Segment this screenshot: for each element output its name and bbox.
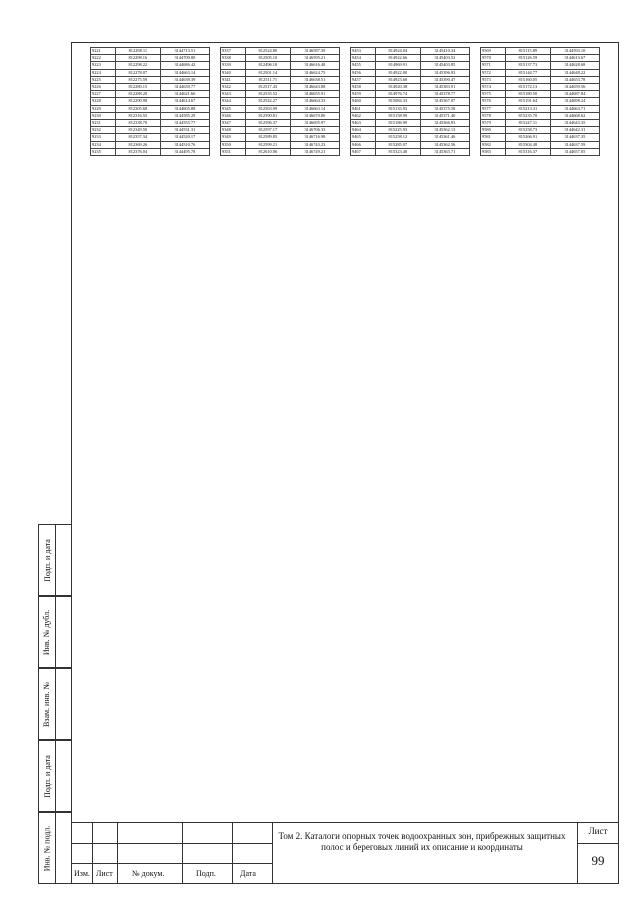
table-row [351, 148, 470, 155]
table-row [481, 62, 600, 69]
point-number: 9570 [481, 55, 506, 62]
table-row [221, 141, 340, 148]
coord-y: 3146587.39 [290, 48, 339, 55]
coord-y: 3145367.07 [420, 98, 469, 105]
coord-x: 812563.99 [246, 105, 291, 112]
coordinate-table-4 [480, 47, 600, 156]
coord-x: 815213.31 [506, 105, 551, 112]
coord-x: 812288.20 [116, 91, 161, 98]
coord-y: 3145362.13 [420, 127, 469, 134]
coord-x: 815225.93 [376, 127, 421, 134]
coord-y: 3145375.58 [420, 105, 469, 112]
table-row [91, 84, 210, 91]
coord-x: 812589.85 [246, 134, 291, 141]
coord-x: 812517.43 [246, 84, 291, 91]
point-number: 9231 [91, 120, 116, 127]
point-number: 9464 [351, 127, 376, 134]
coord-x: 814976.74 [376, 91, 421, 98]
point-number: 9459 [351, 91, 376, 98]
coord-x: 812597.17 [246, 127, 291, 134]
point-number: 9235 [91, 148, 116, 155]
point-number: 9337 [221, 48, 246, 55]
point-number: 9228 [91, 98, 116, 105]
table-row [351, 55, 470, 62]
table-row [221, 76, 340, 83]
coord-y: 3145361.46 [420, 134, 469, 141]
table-row [221, 105, 340, 112]
sheet-number: 99 [591, 853, 605, 868]
coord-y: 3145390.47 [420, 76, 469, 83]
strip-cell-inv-podl [38, 812, 71, 884]
stamp-podp: Подп. [196, 869, 216, 878]
coord-x: 815144.77 [506, 69, 551, 76]
coord-x: 815258.73 [506, 127, 551, 134]
coord-x: 815186.99 [376, 120, 421, 127]
coord-x: 815160.05 [506, 76, 551, 83]
coord-x: 812298.22 [116, 62, 161, 69]
coord-x: 815191.64 [506, 98, 551, 105]
coord-y: 3146749.21 [290, 148, 339, 155]
coord-y: 3144637.35 [550, 134, 599, 141]
coord-x: 812369.26 [116, 141, 161, 148]
stamp-list: Лист [96, 869, 113, 878]
table-row [481, 120, 600, 127]
strip-label: Взам. инв. № [42, 681, 52, 727]
point-number: 9460 [351, 98, 376, 105]
coordinate-tables [86, 47, 606, 803]
coord-y: 3144657.05 [550, 148, 599, 155]
point-number: 9575 [481, 91, 506, 98]
coord-y: 3146664.33 [290, 98, 339, 105]
stamp-data: Дата [240, 869, 256, 878]
table-row [351, 127, 470, 134]
coord-x: 815137.73 [506, 62, 551, 69]
coord-x: 812376.04 [116, 148, 161, 155]
coord-x: 815316.37 [506, 148, 551, 155]
table-row [221, 134, 340, 141]
table-row [91, 112, 210, 119]
point-number: 9342 [221, 84, 246, 91]
point-number: 9222 [91, 55, 116, 62]
point-number: 9463 [351, 120, 376, 127]
point-number: 9229 [91, 105, 116, 112]
coord-y: 3145362.56 [420, 141, 469, 148]
coord-y: 3146716.98 [290, 134, 339, 141]
coord-y: 3144510.76 [160, 141, 209, 148]
coord-x: 812599.21 [246, 141, 291, 148]
point-number: 9348 [221, 127, 246, 134]
coord-y: 3144637.59 [550, 141, 599, 148]
table-row [91, 48, 210, 55]
coord-x: 812524.80 [246, 48, 291, 55]
coord-y: 3146663.14 [290, 105, 339, 112]
table-row [481, 84, 600, 91]
point-number: 9462 [351, 112, 376, 119]
table-row [351, 76, 470, 83]
table-row [351, 69, 470, 76]
point-number: 9582 [481, 141, 506, 148]
coord-x: 814920.38 [376, 84, 421, 91]
table-row [481, 98, 600, 105]
coord-x: 815304.48 [506, 141, 551, 148]
coord-y: 3144663.71 [550, 105, 599, 112]
strip-cell-podp-data-2 [38, 740, 71, 812]
coord-y: 3146743.23 [290, 141, 339, 148]
point-number: 9457 [351, 76, 376, 83]
coord-x: 815115.89 [506, 48, 551, 55]
table-row [481, 148, 600, 155]
table-row [481, 105, 600, 112]
coord-y: 3144642.31 [550, 127, 599, 134]
strip-cell-inv-dubl [38, 596, 71, 668]
coord-y: 3144621.66 [160, 91, 209, 98]
coord-x: 815084.33 [376, 98, 421, 105]
point-number: 9349 [221, 134, 246, 141]
table-row [481, 76, 600, 83]
point-number: 9456 [351, 69, 376, 76]
table-row [481, 112, 600, 119]
point-number: 9225 [91, 76, 116, 83]
point-number: 9453 [351, 48, 376, 55]
point-number: 9454 [351, 55, 376, 62]
coord-y: 3144495.78 [160, 148, 209, 155]
point-number: 9577 [481, 105, 506, 112]
point-number: 9345 [221, 105, 246, 112]
coordinate-table-2 [220, 47, 340, 156]
coord-x: 812596.37 [246, 120, 291, 127]
coord-x: 814924.04 [376, 48, 421, 55]
point-number: 9234 [91, 141, 116, 148]
coord-y: 3144520.17 [160, 134, 209, 141]
sheet-label: Лист [588, 826, 608, 836]
table-row [221, 148, 340, 155]
table-row [351, 98, 470, 105]
coord-y: 3145403.85 [420, 62, 469, 69]
coord-x: 815247.11 [506, 120, 551, 127]
table-row [221, 48, 340, 55]
coord-x: 812610.06 [246, 148, 291, 155]
table-row [221, 91, 340, 98]
coord-y: 3144555.77 [160, 120, 209, 127]
table-row [91, 127, 210, 134]
table-row [481, 48, 600, 55]
coord-x: 812290.98 [116, 98, 161, 105]
table-row [91, 148, 210, 155]
table-row [221, 112, 340, 119]
table-row [351, 105, 470, 112]
coord-y: 3144605.88 [160, 105, 209, 112]
table-row [481, 134, 600, 141]
coord-x: 812280.15 [116, 84, 161, 91]
coord-y: 3146655.91 [290, 91, 339, 98]
point-number: 9581 [481, 134, 506, 141]
point-number: 9351 [221, 148, 246, 155]
point-number: 9583 [481, 148, 506, 155]
table-row [481, 141, 600, 148]
coord-x: 814922.00 [376, 69, 421, 76]
coord-x: 812505.10 [246, 55, 291, 62]
coord-y: 3144687.84 [550, 91, 599, 98]
coord-y: 3144639.77 [160, 84, 209, 91]
coord-x: 815158.99 [376, 112, 421, 119]
coord-y: 3145383.91 [420, 84, 469, 91]
coord-y: 3146695.97 [290, 120, 339, 127]
coord-x: 814923.60 [376, 76, 421, 83]
coord-y: 3144713.51 [160, 48, 209, 55]
coord-x: 812542.27 [246, 98, 291, 105]
point-number: 9221 [91, 48, 116, 55]
strip-cell-podp-data-1 [38, 524, 71, 596]
coord-x: 812316.55 [116, 112, 161, 119]
coord-x: 812590.81 [246, 112, 291, 119]
point-number: 9338 [221, 55, 246, 62]
coord-y: 3144648.22 [550, 69, 599, 76]
coord-x: 815135.93 [376, 105, 421, 112]
coord-y: 3144593.10 [550, 48, 599, 55]
table-row [221, 120, 340, 127]
coord-x: 812305.68 [116, 105, 161, 112]
table-row [221, 98, 340, 105]
coord-x: 815235.70 [506, 112, 551, 119]
coord-y: 3144663.14 [160, 69, 209, 76]
coord-y: 3145410.34 [420, 48, 469, 55]
coord-x: 814969.91 [376, 62, 421, 69]
coord-x: 812338.70 [116, 120, 161, 127]
table-row [91, 69, 210, 76]
strip-label: Подп. и дата [42, 754, 52, 798]
coord-y: 3146624.75 [290, 69, 339, 76]
coord-y: 3144585.29 [160, 112, 209, 119]
point-number: 9232 [91, 127, 116, 134]
point-number: 9226 [91, 84, 116, 91]
point-number: 9465 [351, 134, 376, 141]
coord-x: 815266.91 [506, 134, 551, 141]
strip-label: Инв. № дубл. [42, 609, 52, 655]
table-row [351, 141, 470, 148]
point-number: 9350 [221, 141, 246, 148]
point-number: 9569 [481, 48, 506, 55]
coord-x: 812278.07 [116, 69, 161, 76]
coord-y: 3144628.68 [550, 62, 599, 69]
table-row [351, 48, 470, 55]
table-row [91, 105, 210, 112]
point-number: 9233 [91, 134, 116, 141]
point-number: 9467 [351, 148, 376, 155]
table-row [481, 55, 600, 62]
table-row [91, 55, 210, 62]
coord-x: 812275.59 [116, 76, 161, 83]
coord-x: 814922.66 [376, 55, 421, 62]
page-frame [71, 42, 619, 884]
coord-y: 3145363.71 [420, 148, 469, 155]
coord-x: 815172.13 [506, 84, 551, 91]
point-number: 9461 [351, 105, 376, 112]
point-number: 9346 [221, 112, 246, 119]
point-number: 9466 [351, 141, 376, 148]
coord-x: 812298.16 [116, 55, 161, 62]
table-row [91, 141, 210, 148]
stamp-nomer-dokum: № докум. [132, 869, 165, 878]
strip-label: Инв. № подл. [42, 825, 52, 871]
coord-y: 3144614.67 [160, 98, 209, 105]
coordinate-table-3 [350, 47, 470, 156]
strip-label: Подп. и дата [42, 538, 52, 582]
point-number: 9580 [481, 127, 506, 134]
point-number: 9579 [481, 120, 506, 127]
table-row [481, 127, 600, 134]
point-number: 9458 [351, 84, 376, 91]
table-row [91, 62, 210, 69]
point-number: 9574 [481, 84, 506, 91]
coord-x: 815258.12 [376, 134, 421, 141]
coord-y: 3144659.56 [550, 84, 599, 91]
point-number: 9347 [221, 120, 246, 127]
coord-y: 3144613.67 [550, 55, 599, 62]
point-number: 9455 [351, 62, 376, 69]
table-row [221, 55, 340, 62]
coord-x: 812501.14 [246, 69, 291, 76]
point-number: 9576 [481, 98, 506, 105]
coord-x: 812511.71 [246, 76, 291, 83]
table-row [91, 120, 210, 127]
table-row [351, 62, 470, 69]
table-row [221, 69, 340, 76]
table-row [481, 69, 600, 76]
coord-y: 3144668.62 [550, 112, 599, 119]
coord-y: 3145366.93 [420, 120, 469, 127]
table-row [351, 91, 470, 98]
coord-y: 3145396.93 [420, 69, 469, 76]
table-row [91, 98, 210, 105]
point-number: 9339 [221, 62, 246, 69]
coord-y: 3144653.78 [550, 76, 599, 83]
coord-x: 815285.97 [376, 141, 421, 148]
coord-y: 3144709.80 [160, 55, 209, 62]
coord-x: 812496.18 [246, 62, 291, 69]
coord-y: 3144686.42 [160, 62, 209, 69]
coord-x: 812349.50 [116, 127, 161, 134]
coordinate-table-1 [90, 47, 210, 156]
point-number: 9223 [91, 62, 116, 69]
table-row [91, 134, 210, 141]
table-row [221, 62, 340, 69]
table-row [351, 120, 470, 127]
coord-x: 815126.59 [506, 55, 551, 62]
point-number: 9344 [221, 98, 246, 105]
table-row [221, 84, 340, 91]
coord-y: 3144698.24 [550, 98, 599, 105]
left-margin-strip [38, 524, 71, 884]
coord-y: 3146670.80 [290, 112, 339, 119]
table-row [351, 134, 470, 141]
strip-cell-vzam-inv [38, 668, 71, 740]
point-number: 9572 [481, 69, 506, 76]
point-number: 9224 [91, 69, 116, 76]
point-number: 9341 [221, 76, 246, 83]
point-number: 9578 [481, 112, 506, 119]
coord-y: 3146638.51 [290, 76, 339, 83]
coord-y: 3145378.77 [420, 91, 469, 98]
coord-y: 3144643.35 [550, 120, 599, 127]
point-number: 9227 [91, 91, 116, 98]
document-title: Том 2. Каталоги опорных точек водоохранных зон, прибрежных защитных полос и береговых линий их описание и координаты [278, 831, 566, 852]
table-row [351, 112, 470, 119]
coord-y: 3146616.48 [290, 62, 339, 69]
table-row [481, 91, 600, 98]
table-row [91, 91, 210, 98]
coord-x: 815323.40 [376, 148, 421, 155]
coord-x: 812357.34 [116, 134, 161, 141]
coord-y: 3144639.39 [160, 76, 209, 83]
coord-y: 3145371.40 [420, 112, 469, 119]
point-number: 9343 [221, 91, 246, 98]
point-number: 9340 [221, 69, 246, 76]
table-row [351, 84, 470, 91]
table-row [91, 76, 210, 83]
title-block [72, 822, 618, 883]
coord-y: 3146706.33 [290, 127, 339, 134]
coord-y: 3144531.31 [160, 127, 209, 134]
point-number: 9573 [481, 76, 506, 83]
coord-x: 815180.50 [506, 91, 551, 98]
stamp-izm: Изм. [74, 869, 90, 878]
coord-y: 3146595.21 [290, 55, 339, 62]
point-number: 9230 [91, 112, 116, 119]
table-row [221, 127, 340, 134]
coord-y: 3146643.88 [290, 84, 339, 91]
coord-x: 812298.11 [116, 48, 161, 55]
coord-y: 3145403.52 [420, 55, 469, 62]
point-number: 9571 [481, 62, 506, 69]
coord-x: 812535.52 [246, 91, 291, 98]
